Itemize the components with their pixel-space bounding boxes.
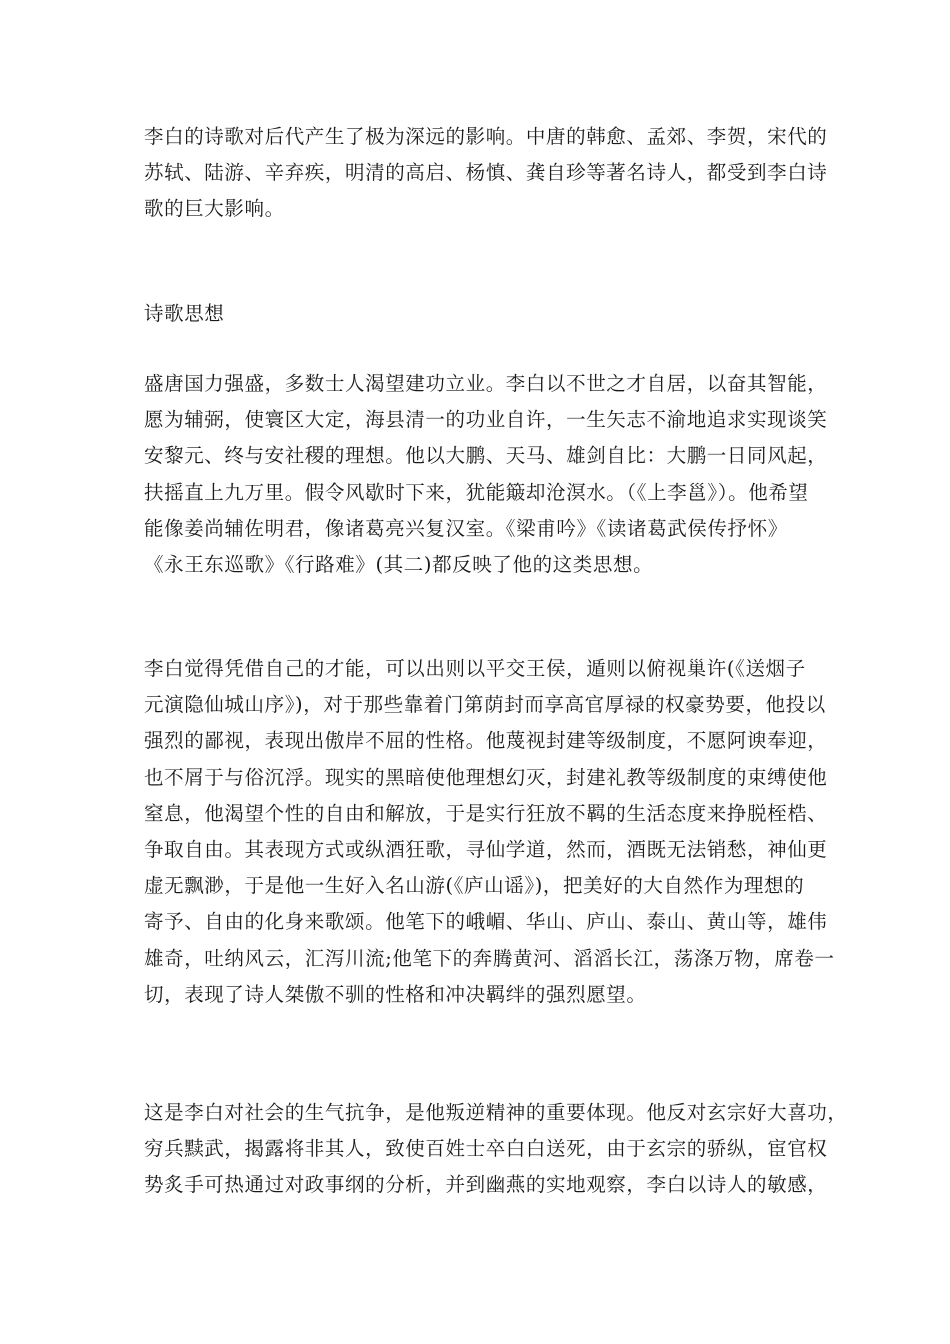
text-line: 元演隐仙城山序》)，对于那些靠着门第荫封而享高官厚禄的权豪势要，他投以 <box>144 693 826 717</box>
text-line: 寄予、自由的化身来歌颂。他笔下的峨嵋、华山、庐山、泰山、黄山等，雄伟 <box>144 910 828 934</box>
text-line: 虚无飘渺，于是他一生好入名山游(《庐山谣》)，把美好的大自然作为理想的 <box>144 874 805 898</box>
text-line: 强烈的鄙视，表现出傲岸不屈的性格。他蔑视封建等级制度，不愿阿谀奉迎， <box>144 729 828 753</box>
text-line: 安黎元、终与安社稷的理想。他以大鹏、天马、雄剑自比：大鹏一日同风起， <box>144 444 828 468</box>
text-line: 穷兵黩武，揭露将非其人，致使百姓士卒白白送死，由于玄宗的骄纵，宦官权 <box>144 1137 828 1161</box>
section-heading <box>144 296 844 332</box>
text-line: 扶摇直上九万里。假令风歇时下来，犹能簸却沧溟水。（《上李邕》）。他希望 <box>144 480 809 504</box>
text-line: 歌的巨大影响。 <box>144 197 285 221</box>
text-line: 窒息，他渴望个性的自由和解放，于是实行狂放不羁的生活态度来挣脱桎梏、 <box>144 801 828 825</box>
text-line: 李白的诗歌对后代产生了极为深远的影响。中唐的韩愈、孟郊、李贺，宋代的 <box>144 125 828 148</box>
text-line: 李白觉得凭借自己的才能，可以出则以平交王侯，遁则以俯视巢许(《送烟子 <box>144 657 806 680</box>
heading-text: 诗歌思想 <box>144 302 225 325</box>
text-line: 愿为辅弼，使寰区大定，海县清一的功业自许，一生矢志不渝地追求实现谈笑 <box>144 408 828 432</box>
text-line: 这是李白对社会的生气抗争，是他叛逆精神的重要体现。他反对玄宗好大喜功， <box>144 1101 848 1124</box>
paragraph-influence <box>144 119 844 228</box>
text-line: 能像姜尚辅佐明君，像诸葛亮兴复汉室。《梁甫吟》《读诸葛武侯传抒怀》 <box>144 516 788 540</box>
text-line: 盛唐国力强盛，多数士人渴望建功立业。李白以不世之才自居，以奋其智能， <box>144 372 828 395</box>
text-line: 势炙手可热通过对政事纲的分析，并到幽燕的实地观察，李白以诗人的敏感， <box>144 1173 828 1197</box>
text-line: 也不屑于与俗沉浮。现实的黑暗使他理想幻灭，封建礼教等级制度的束缚使他 <box>144 765 828 789</box>
text-line: 《永王东巡歌》《行路难》(其二)都反映了他的这类思想。 <box>144 553 654 577</box>
text-line: 争取自由。其表现方式或纵酒狂歌，寻仙学道，然而，酒既无法销愁，神仙更 <box>144 838 828 862</box>
text-line: 苏轼、陆游、辛弃疾，明清的高启、杨慎、龚自珍等著名诗人，都受到李白诗 <box>144 161 828 185</box>
paragraph-resistance <box>144 1095 848 1204</box>
text-line: 切，表现了诗人桀傲不驯的性格和冲决羁绊的强烈愿望。 <box>144 982 647 1006</box>
paragraph-freedom <box>144 651 844 1013</box>
text-line: 雄奇，吐纳风云，汇泻川流;他笔下的奔腾黄河、滔滔长江，荡涤万物，席卷一 <box>144 946 835 970</box>
paragraph-ambition <box>144 366 844 583</box>
